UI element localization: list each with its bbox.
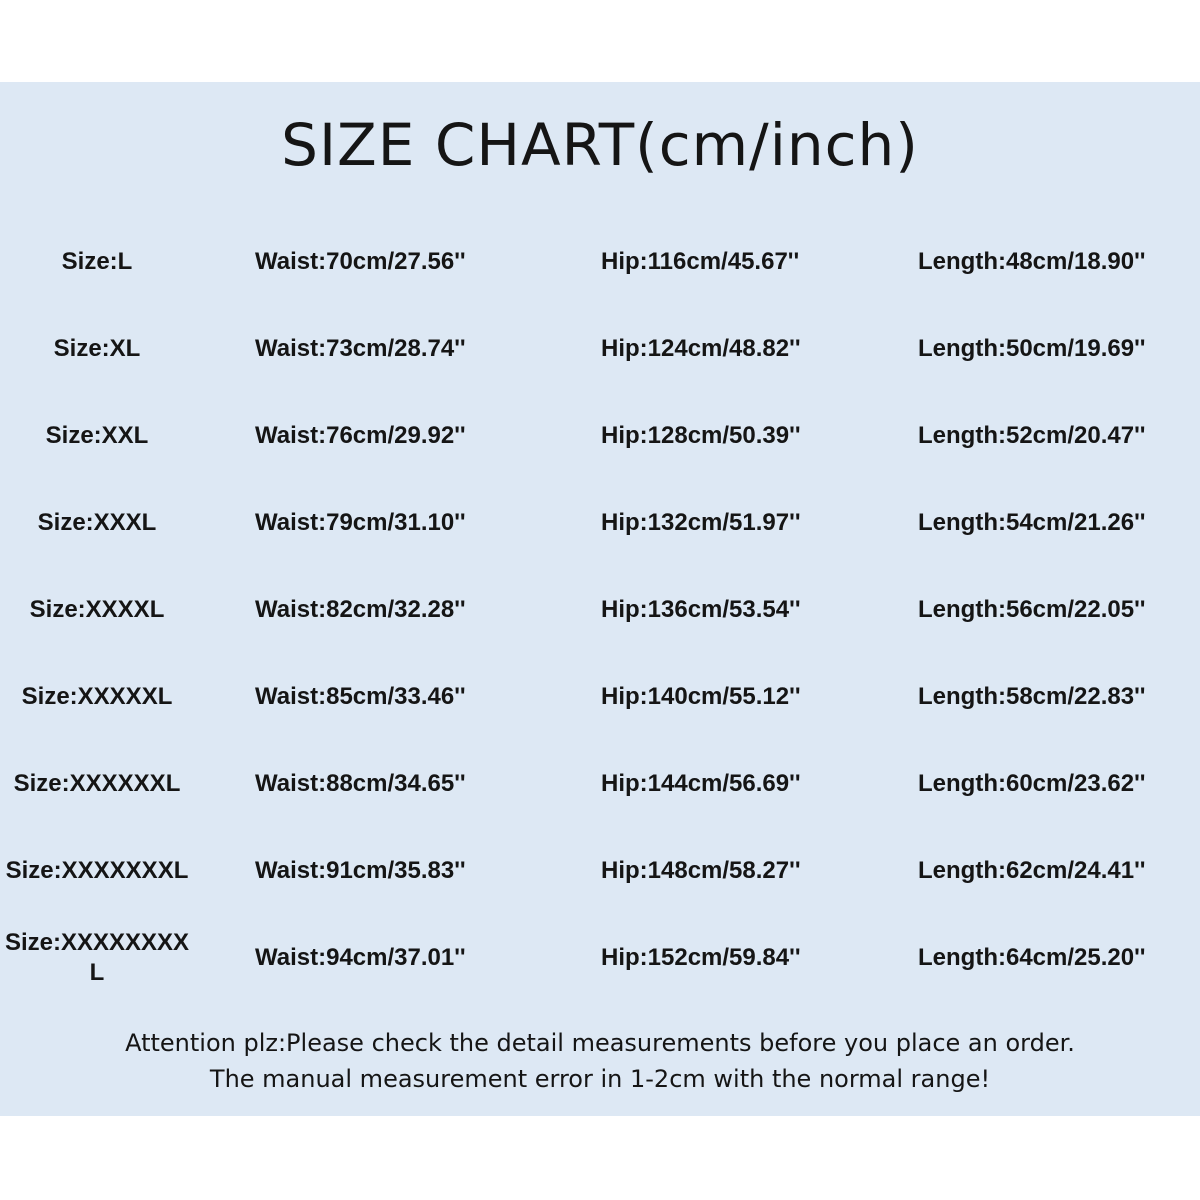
hip-value: Hip:148cm/58.27'' [601, 857, 801, 884]
size-label: Size:XXXXXL [21, 683, 173, 710]
hip-value: Hip:140cm/55.12'' [601, 683, 801, 710]
size-row [0, 232, 1200, 292]
waist-value: Waist:91cm/35.83'' [255, 857, 466, 884]
waist-value: Waist:85cm/33.46'' [255, 683, 466, 710]
waist-value: Waist:94cm/37.01'' [255, 944, 466, 971]
size-label: Size:XXXXXXL [13, 770, 181, 797]
size-chart-panel [0, 82, 1200, 1116]
waist-value: Waist:76cm/29.92'' [255, 422, 466, 449]
size-row [0, 667, 1200, 727]
size-row [0, 406, 1200, 466]
size-label: Size:XXXL [37, 509, 157, 536]
waist-value: Waist:82cm/32.28'' [255, 596, 466, 623]
size-label: Size:XXXXL [29, 596, 165, 623]
length-value: Length:62cm/24.41'' [918, 857, 1146, 884]
hip-value: Hip:116cm/45.67'' [601, 248, 800, 275]
length-value: Length:56cm/22.05'' [918, 596, 1146, 623]
hip-value: Hip:124cm/48.82'' [601, 335, 801, 362]
size-row [0, 580, 1200, 640]
error-note: The manual measurement error in 1-2cm with the normal range! [209, 1065, 991, 1093]
length-value: Length:58cm/22.83'' [918, 683, 1146, 710]
size-label: Size:XXL [45, 422, 149, 449]
hip-value: Hip:144cm/56.69'' [601, 770, 801, 797]
attention-note: Attention plz:Please check the detail measurements before you place an order. [125, 1029, 1075, 1057]
length-value: Length:48cm/18.90'' [918, 248, 1146, 275]
size-row [0, 319, 1200, 379]
length-value: Length:60cm/23.62'' [918, 770, 1146, 797]
size-label: Size:XL [53, 335, 141, 362]
hip-value: Hip:152cm/59.84'' [601, 944, 801, 971]
waist-value: Waist:79cm/31.10'' [255, 509, 466, 536]
waist-value: Waist:70cm/27.56'' [255, 248, 466, 275]
size-row [0, 493, 1200, 553]
length-value: Length:54cm/21.26'' [918, 509, 1146, 536]
hip-value: Hip:132cm/51.97'' [601, 509, 801, 536]
size-label: Size:XXXXXXXL [5, 857, 189, 884]
size-row [0, 841, 1200, 901]
hip-value: Hip:128cm/50.39'' [601, 422, 801, 449]
chart-title: SIZE CHART(cm/inch) [281, 111, 919, 179]
length-value: Length:64cm/25.20'' [918, 944, 1146, 971]
size-row [0, 754, 1200, 814]
length-value: Length:50cm/19.69'' [918, 335, 1146, 362]
waist-value: Waist:73cm/28.74'' [255, 335, 466, 362]
size-label: Size:XXXXXXXXL [4, 929, 190, 986]
waist-value: Waist:88cm/34.65'' [255, 770, 466, 797]
size-row [0, 928, 1200, 988]
size-label: Size:L [61, 248, 133, 275]
length-value: Length:52cm/20.47'' [918, 422, 1146, 449]
hip-value: Hip:136cm/53.54'' [601, 596, 801, 623]
